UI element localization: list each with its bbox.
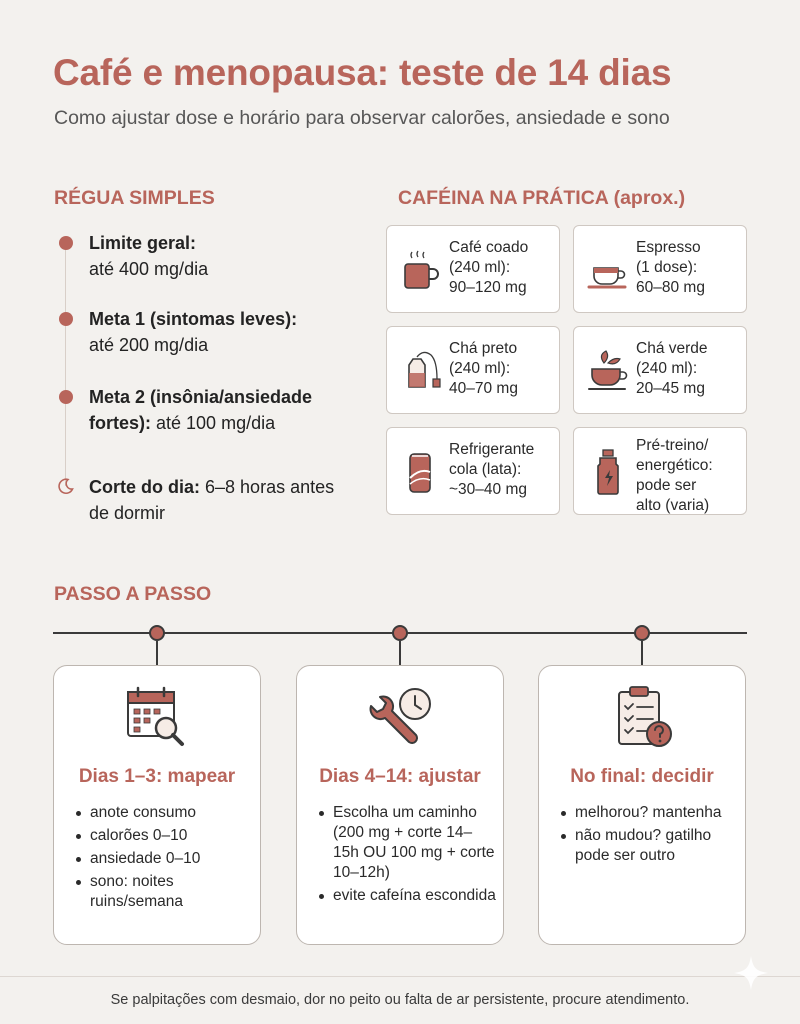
energy-bottle-icon [586, 448, 630, 496]
timeline-connector [399, 641, 401, 665]
regua-item-limite-geral [55, 230, 355, 282]
step-list-item: evite cafeína escondida [319, 886, 497, 906]
caffeine-card-text: Pré-treino/ energético: pode ser alto (varia) [636, 437, 713, 514]
step-list-item: ansiedade 0–10 [76, 849, 254, 869]
clipboard-question-icon [603, 684, 683, 754]
step-title: Dias 1–3: mapear [78, 766, 236, 787]
page-subtitle: Como ajustar dose e horário para observar calorões, ansiedade e sono [54, 107, 670, 129]
bullet-dot-icon [59, 312, 73, 326]
passo-heading: PASSO A PASSO [54, 583, 212, 605]
regua-item-bold: Limite geral: [89, 233, 197, 253]
caffeine-card-cafe-coado [386, 225, 560, 313]
footer-disclaimer: Se palpitações com desmaio, dor no peito ou falta de ar persistente, procure atendimento. [110, 992, 690, 1008]
timeline-connector [641, 641, 643, 665]
regua-item-corte [55, 474, 355, 526]
step-card-mapear [53, 665, 261, 945]
caffeine-card-cha-preto [386, 326, 560, 414]
page-title: Café e menopausa: teste de 14 dias [53, 52, 672, 93]
timeline-dot [634, 625, 650, 641]
step-list [76, 803, 254, 915]
regua-item-value: 6–8 horas antes de dormir [89, 477, 335, 523]
step-title: Dias 4–14: ajustar [319, 766, 481, 787]
timeline-connector [156, 641, 158, 665]
step-list-item: calorões 0–10 [76, 826, 254, 846]
coffee-mug-icon [399, 246, 443, 294]
regua-item-value: até 200 mg/dia [89, 335, 209, 355]
green-tea-icon [586, 347, 630, 395]
caffeine-card-refrigerante [386, 427, 560, 515]
calendar-search-icon [118, 684, 198, 754]
step-card-decidir [538, 665, 746, 945]
caffeine-card-text: Café coado (240 ml): 90–120 mg [449, 239, 529, 296]
caffeine-card-text: Refrigerante cola (lata): ~30–40 mg [449, 441, 535, 498]
caffeine-card-cha-verde [573, 326, 747, 414]
regua-item-bold: Meta 1 (sintomas leves): [89, 309, 298, 329]
regua-item-bold: Corte do dia: [89, 477, 200, 497]
step-title: No final: decidir [570, 766, 714, 787]
cafeina-heading: CAFÉINA NA PRÁTICA (aprox.) [398, 187, 686, 209]
step-list-item: sono: noites ruins/semana [76, 872, 254, 912]
regua-item-bold: Meta 2 (insônia/ansiedade fortes): [89, 387, 313, 433]
soda-can-icon [399, 448, 443, 496]
regua-heading: RÉGUA SIMPLES [54, 187, 215, 209]
step-card-ajustar [296, 665, 504, 945]
bullet-dot-icon [59, 390, 73, 404]
timeline-dot [149, 625, 165, 641]
moon-icon [57, 477, 75, 495]
caffeine-card-text: Chá verde (240 ml): 20–45 mg [636, 340, 708, 397]
step-list [561, 803, 739, 869]
step-list-item: não mudou? gatilho pode ser outro [561, 826, 739, 866]
caffeine-card-pre-treino [573, 427, 747, 515]
step-list-item: Escolha um caminho (200 mg + corte 14–15h OU 100 mg + corte 10–12h) [319, 803, 497, 883]
timeline-dot [392, 625, 408, 641]
step-list [319, 803, 497, 909]
sparkle-icon [732, 954, 770, 992]
step-list-item: melhorou? mantenha [561, 803, 739, 823]
regua-item-meta-1 [55, 306, 355, 358]
wrench-clock-icon [361, 684, 441, 754]
regua-connector-line [65, 246, 66, 486]
footer-divider [0, 976, 800, 977]
regua-item-meta-2 [55, 384, 355, 436]
bullet-dot-icon [59, 236, 73, 250]
regua-item-value: até 400 mg/dia [89, 259, 209, 279]
regua-item-value: até 100 mg/dia [156, 413, 276, 433]
caffeine-card-espresso [573, 225, 747, 313]
caffeine-card-text: Chá preto (240 ml): 40–70 mg [449, 340, 518, 397]
espresso-cup-icon [586, 246, 630, 294]
step-list-item: anote consumo [76, 803, 254, 823]
tea-bag-icon [399, 347, 443, 395]
caffeine-card-text: Espresso (1 dose): 60–80 mg [636, 239, 705, 296]
